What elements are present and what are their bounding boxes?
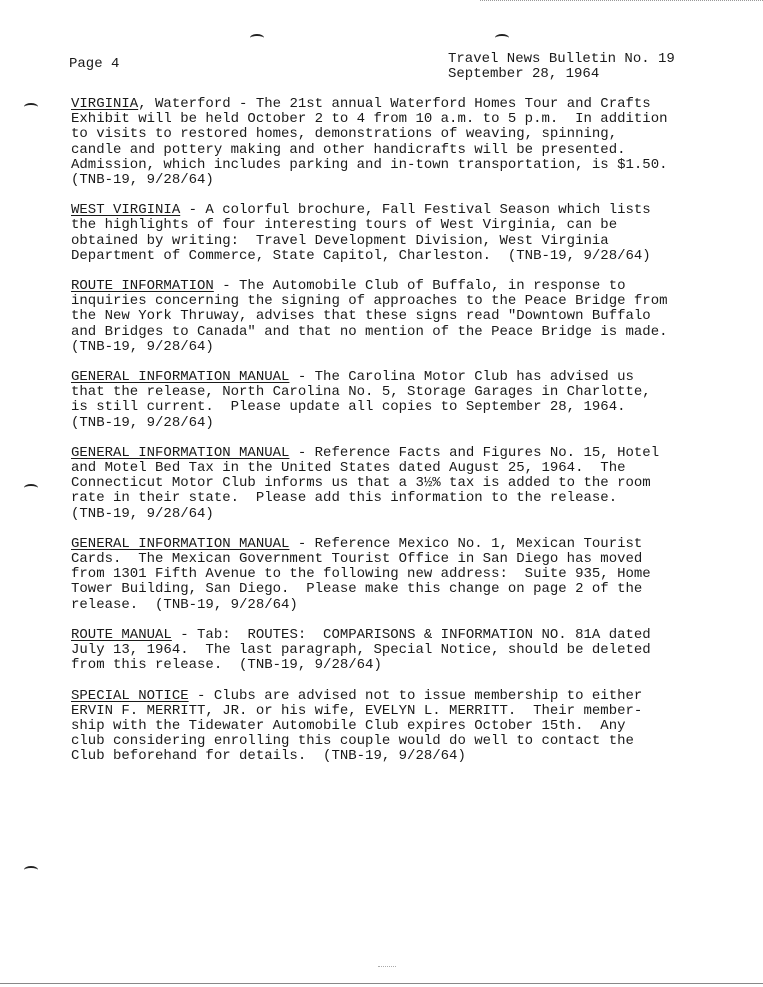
- paragraph-line: from this release. (TNB-19, 9/28/64): [71, 657, 382, 674]
- paragraph-first-line: [71, 628, 731, 643]
- paragraph-line: rate in their state. Please add this information to the release.: [71, 490, 618, 507]
- item-heading: ROUTE INFORMATION: [71, 278, 214, 295]
- paragraph-line: release. (TNB-19, 9/28/64): [71, 596, 298, 613]
- item-text: - Reference Mexico No. 1, Mexican Tourist: [289, 535, 643, 552]
- paragraph-line: ERVIN F. MERRITT, JR. or his wife, EVELYN L. MERRITT. Their member-: [71, 702, 643, 719]
- scan-mark: [250, 34, 264, 42]
- paragraph-line: (TNB-19, 9/28/64): [71, 414, 214, 431]
- news-item-general-info-carolina: [71, 370, 731, 431]
- paragraph-line: obtained by writing: Travel Development Division, West Virginia: [71, 232, 609, 249]
- paragraph-line: the highlights of four interesting tours of West Virginia, can be: [71, 217, 618, 234]
- paragraph-first-line: [71, 446, 731, 461]
- paragraph-first-line: [71, 370, 731, 385]
- scan-smudge: [378, 966, 396, 967]
- paragraph-line: inquiries concerning the signing of approaches to the Peace Bridge from: [71, 293, 668, 310]
- item-text: - Reference Facts and Figures No. 15, Hotel: [289, 444, 660, 461]
- bulletin-body: [71, 97, 731, 780]
- paragraph-line: July 13, 1964. The last paragraph, Special Notice, should be deleted: [71, 642, 651, 659]
- paragraph-line: (TNB-19, 9/28/64): [71, 172, 214, 189]
- paragraph-line: is still current. Please update all copies to September 28, 1964.: [71, 399, 626, 416]
- paragraph-line: and Motel Bed Tax in the United States dated August 25, 1964. The: [71, 460, 626, 477]
- paragraph-line: Club beforehand for details. (TNB-19, 9/28/64): [71, 748, 466, 765]
- item-text: - The Carolina Motor Club has advised us: [289, 369, 634, 386]
- bulletin-title: Travel News Bulletin No. 19: [448, 51, 675, 67]
- scan-mark: [495, 34, 509, 42]
- item-text: - A colorful brochure, Fall Festival Season which lists: [180, 202, 651, 219]
- paragraph-line: and Bridges to Canada" and that no mention of the Peace Bridge is made.: [71, 323, 668, 340]
- item-heading: SPECIAL NOTICE: [71, 687, 189, 704]
- scan-mark: [24, 484, 38, 492]
- item-text: - The Automobile Club of Buffalo, in response to: [213, 278, 626, 295]
- paragraph-first-line: [71, 97, 731, 112]
- paragraph-line: the New York Thruway, advises that these signs read "Downtown Buffalo: [71, 308, 651, 325]
- item-heading: GENERAL INFORMATION MANUAL: [71, 535, 290, 552]
- paragraph-line: club considering enrolling this couple would do well to contact the: [71, 733, 634, 750]
- news-item-west-virginia: [71, 203, 731, 264]
- paragraph-line: Tower Building, San Diego. Please make this change on page 2 of the: [71, 581, 643, 598]
- scan-mark: [24, 866, 38, 874]
- paragraph-line: (TNB-19, 9/28/64): [71, 505, 214, 522]
- news-item-route-manual: [71, 628, 731, 674]
- paragraph-line: Cards. The Mexican Government Tourist Office in San Diego has moved: [71, 551, 643, 568]
- bulletin-date: September 28, 1964: [448, 66, 600, 82]
- paragraph-line: that the release, North Carolina No. 5, Storage Garages in Charlotte,: [71, 384, 651, 401]
- news-item-general-info-mexico: [71, 537, 731, 613]
- paragraph-line: Exhibit will be held October 2 to 4 from 10 a.m. to 5 p.m. In addition: [71, 111, 668, 128]
- news-item-virginia: [71, 97, 731, 188]
- paragraph-first-line: [71, 689, 731, 704]
- item-heading: GENERAL INFORMATION MANUAL: [71, 369, 290, 386]
- paragraph-line: to visits to restored homes, demonstrations of weaving, spinning,: [71, 126, 618, 143]
- paragraph-line: from 1301 Fifth Avenue to the following new address: Suite 935, Home: [71, 566, 651, 583]
- paragraph-line: Admission, which includes parking and in-town transportation, is $1.50.: [71, 156, 668, 173]
- item-heading: ROUTE MANUAL: [71, 626, 172, 643]
- scan-mark: [24, 103, 38, 111]
- paragraph-line: ship with the Tidewater Automobile Club expires October 15th. Any: [71, 717, 626, 734]
- news-item-route-information: [71, 279, 731, 355]
- paragraph-line: Department of Commerce, State Capitol, Charleston. (TNB-19, 9/28/64): [71, 247, 651, 264]
- top-dotted-edge: [480, 0, 763, 1]
- paragraph-first-line: [71, 537, 731, 552]
- item-text: - Tab: ROUTES: COMPARISONS & INFORMATION NO. 81A dated: [171, 626, 651, 643]
- paragraph-first-line: [71, 279, 731, 294]
- paragraph-line: Connecticut Motor Club informs us that a 3½% tax is added to the room: [71, 475, 651, 492]
- item-text: - Clubs are advised not to issue membership to either: [188, 687, 643, 704]
- item-heading: WEST VIRGINIA: [71, 202, 181, 219]
- page-number: Page 4: [69, 56, 120, 72]
- bulletin-header: [448, 52, 675, 82]
- paragraph-first-line: [71, 203, 731, 218]
- item-heading: GENERAL INFORMATION MANUAL: [71, 444, 290, 461]
- item-text: , Waterford - The 21st annual Waterford Homes Tour and Crafts: [138, 96, 651, 112]
- paragraph-line: candle and pottery making and other handicrafts will be presented.: [71, 141, 626, 158]
- paragraph-line: (TNB-19, 9/28/64): [71, 338, 214, 355]
- news-item-general-info-bed-tax: [71, 446, 731, 522]
- item-heading: VIRGINIA: [71, 96, 139, 112]
- bottom-edge-line: [0, 983, 763, 984]
- news-item-special-notice: [71, 689, 731, 765]
